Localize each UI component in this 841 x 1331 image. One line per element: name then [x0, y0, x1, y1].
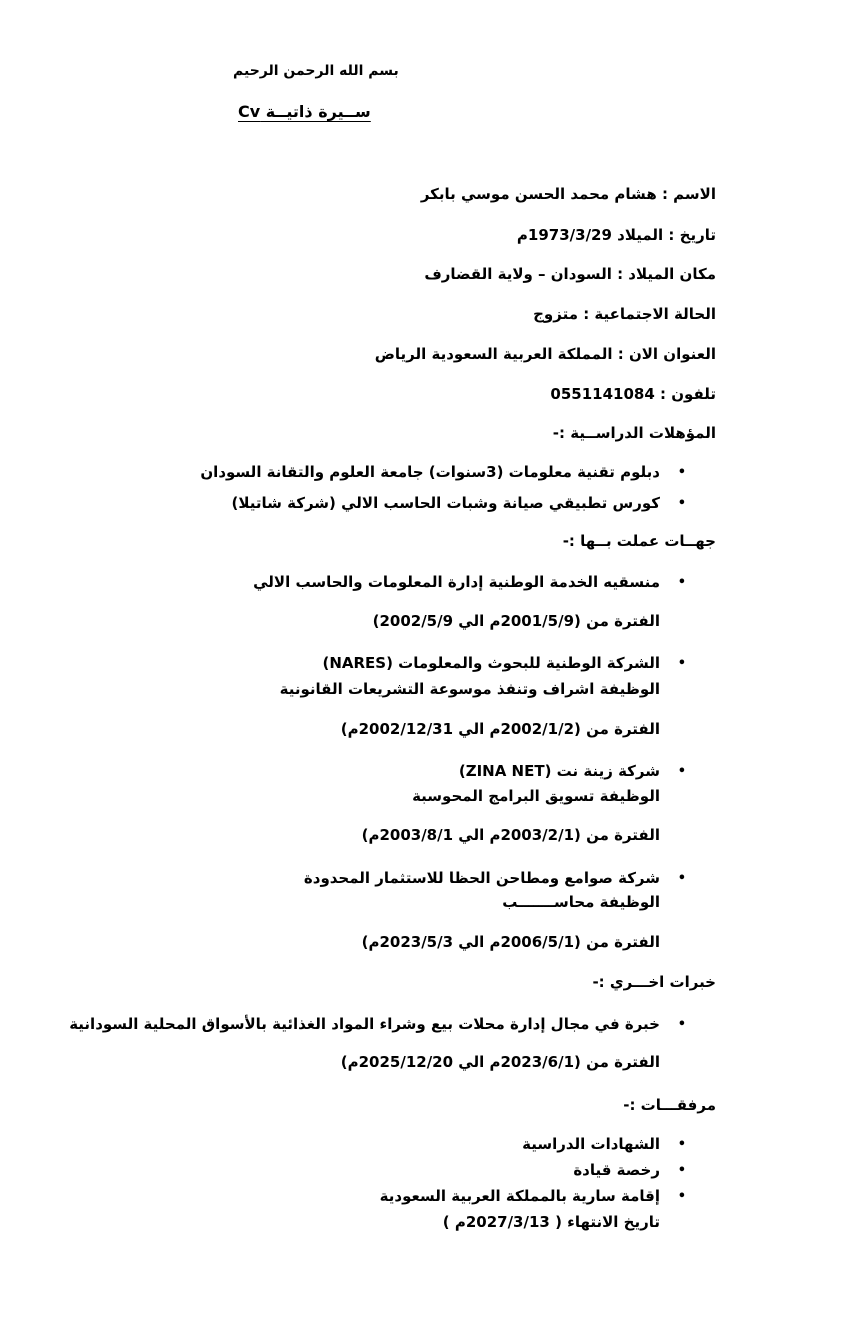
attachment-item: الشهادات الدراسية: [522, 1135, 660, 1153]
employer-period: الفترة من (2006/5/1م الي 2023/5/3م): [361, 933, 660, 951]
employer-job: الوظيفة تسويق البرامج المحوسبة: [412, 787, 660, 805]
attachment-item: رخصة قيادة: [573, 1161, 660, 1179]
phone-field: تلفون : 0551141084: [550, 385, 716, 403]
employer-name: الشركة الوطنية للبحوث والمعلومات (NARES): [322, 654, 660, 672]
employers-heading: جهــات عملت بــها :-: [562, 532, 716, 550]
employer-name: شركة صوامع ومطاحن الحظا للاستثمار المحدودة: [303, 869, 660, 887]
experience-period: الفترة من (2023/6/1م الي 2025/12/20م): [340, 1053, 660, 1071]
attachments-heading: مرفقـــات :-: [623, 1096, 716, 1114]
employer-period: الفترة من (2003/2/1م الي 2003/8/1م): [361, 826, 660, 844]
bullet-icon: •: [677, 656, 686, 671]
qualification-item: كورس تطبيقي صيانة وشبات الحاسب الالي (شركة شاتيلا): [231, 494, 660, 512]
employer-name: شركة زينة نت (ZINA NET): [458, 762, 660, 780]
bullet-icon: •: [677, 871, 686, 886]
attachment-item: إقامة سارية بالمملكة العربية السعودية: [379, 1187, 660, 1205]
qualifications-heading: المؤهلات الدراســية :-: [552, 424, 716, 442]
birth-date-field: تاريخ : الميلاد 1973/3/29م: [516, 226, 716, 244]
bullet-icon: •: [677, 465, 686, 480]
address-field: العنوان الان : المملكة العربية السعودية الرياض: [374, 345, 716, 363]
employer-job: الوظيفة اشراف وتنفذ موسوعة التشريعات القانونية: [279, 680, 660, 698]
employer-period: الفترة من (2001/5/9م الي 2002/5/9): [372, 612, 660, 630]
birth-place-field: مكان الميلاد : السودان – ولاية القضارف: [424, 265, 716, 283]
employer-period: الفترة من (2002/1/2م الي 2002/12/31م): [340, 720, 660, 738]
name-field: الاسم : هشام محمد الحسن موسي بابكر: [420, 185, 716, 203]
basmala: بسم الله الرحمن الرحيم: [233, 63, 399, 79]
bullet-icon: •: [677, 575, 686, 590]
bullet-icon: •: [677, 496, 686, 511]
document-title: ســيرة ذاتيــة Cv: [238, 102, 371, 121]
bullet-icon: •: [677, 1137, 686, 1152]
bullet-icon: •: [677, 1017, 686, 1032]
experience-item: خبرة في مجال إدارة محلات بيع وشراء المواد الغذائية بالأسواق المحلية السودانية: [69, 1015, 660, 1033]
employer-job: الوظيفة محاســـــــب: [502, 893, 660, 911]
employer-name: منسقيه الخدمة الوطنية إدارة المعلومات والحاسب الالي: [253, 573, 660, 591]
bullet-icon: •: [677, 1189, 686, 1204]
bullet-icon: •: [677, 1163, 686, 1178]
residence-expiry: تاريخ الانتهاء ( 2027/3/13م ): [442, 1213, 660, 1231]
marital-status-field: الحالة الاجتماعية : متزوج: [533, 305, 716, 323]
bullet-icon: •: [677, 764, 686, 779]
other-experience-heading: خبرات اخـــري :-: [592, 973, 716, 991]
qualification-item: دبلوم تقنية معلومات (3سنوات) جامعة العلوم والتقانة السودان: [200, 463, 660, 481]
